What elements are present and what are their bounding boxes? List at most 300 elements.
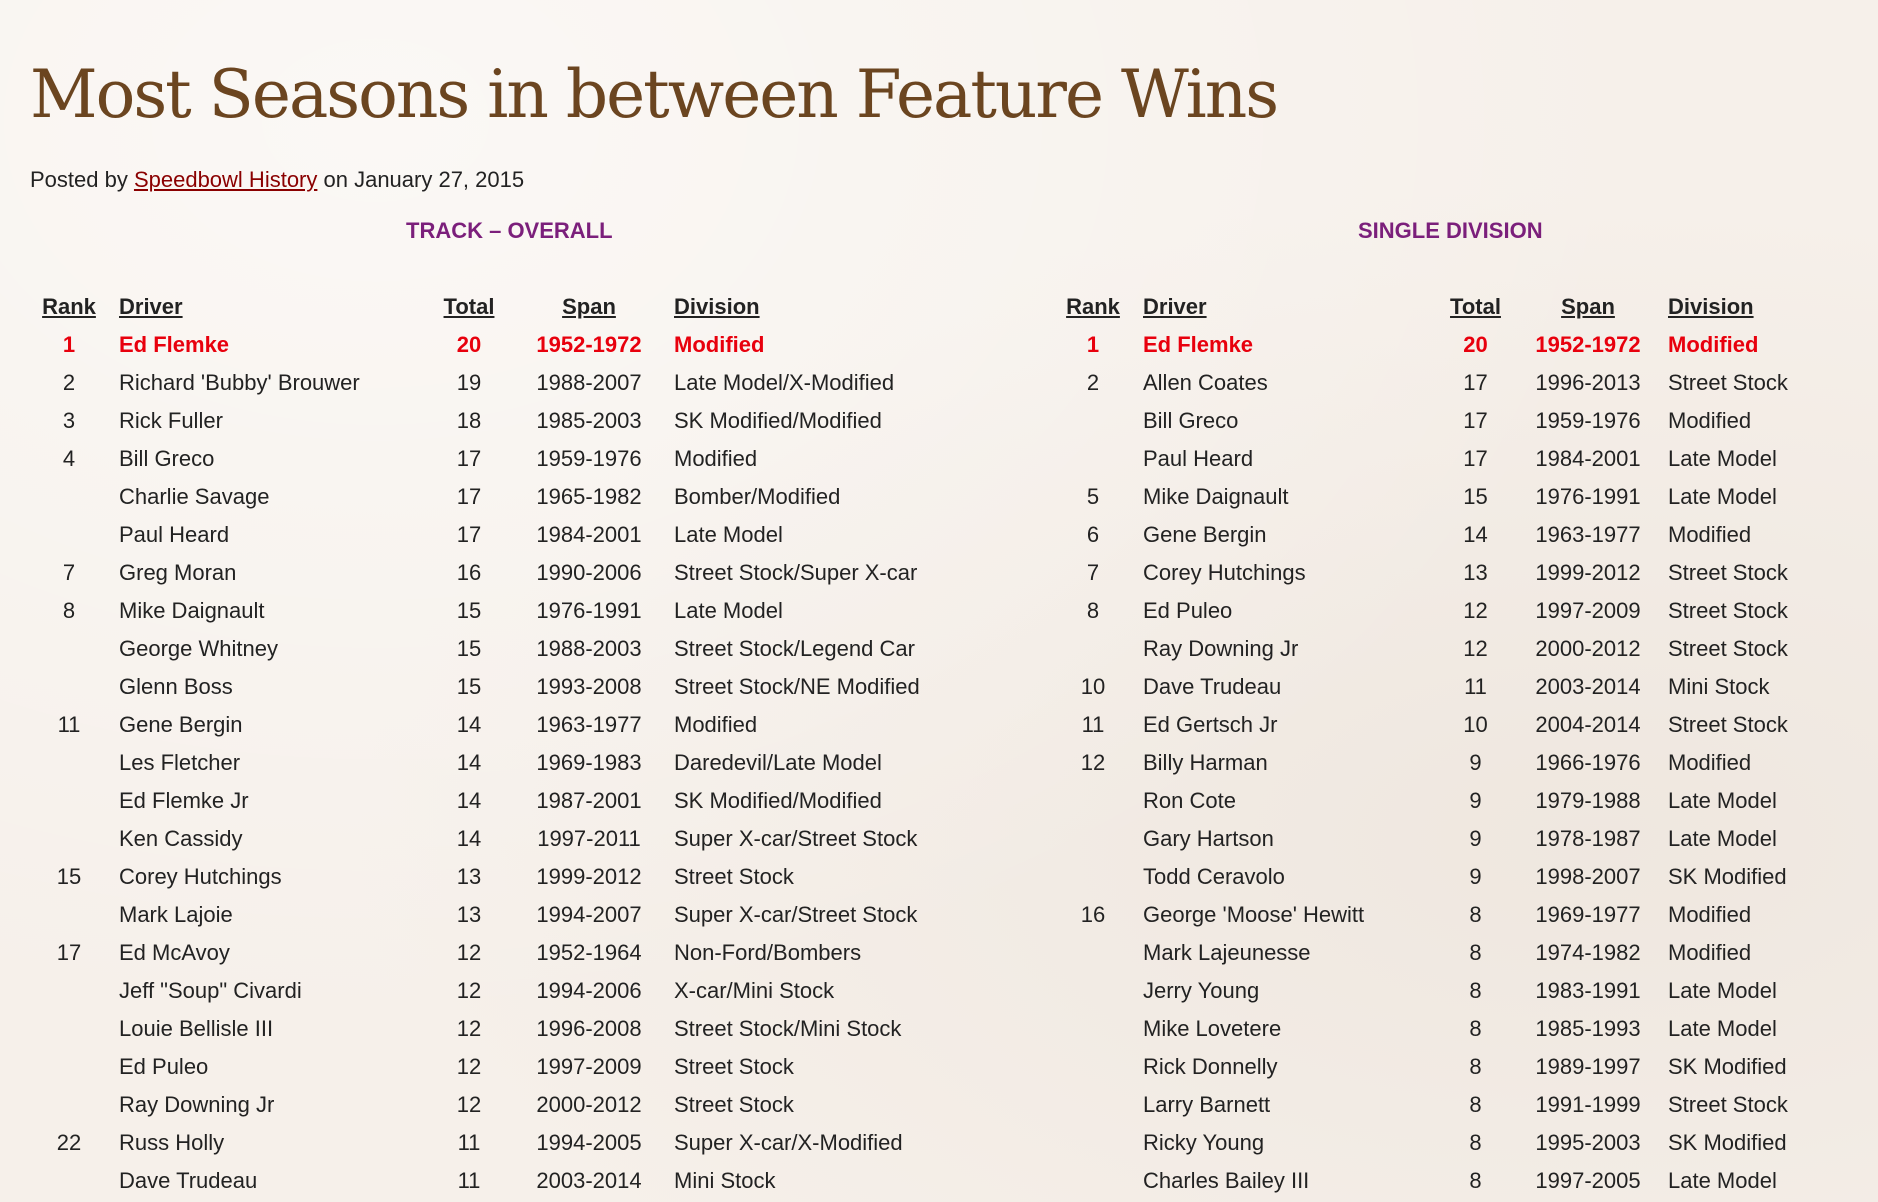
span-cell: 1996-2013 xyxy=(1535,370,1641,395)
division-cell: Street Stock/Mini Stock xyxy=(674,1016,902,1041)
total-cell: 12 xyxy=(456,1054,482,1079)
span-cell: 1959-1976 xyxy=(536,446,642,471)
spacer-cell xyxy=(104,630,119,668)
driver-cell: Ed Flemke xyxy=(1143,332,1254,357)
spacer-cell xyxy=(1128,782,1143,820)
rank-cell: 1 xyxy=(1086,332,1100,357)
rank-cell xyxy=(34,1048,104,1086)
rank-cell: 17 xyxy=(56,940,82,965)
total-cell: 17 xyxy=(456,522,482,547)
span-cell: 1993-2008 xyxy=(536,674,642,699)
table-row xyxy=(34,1124,974,1162)
division-cell: Street Stock xyxy=(674,1054,794,1079)
table-row xyxy=(1058,820,1858,858)
table-row xyxy=(1058,478,1858,516)
division-cell: Daredevil/Late Model xyxy=(674,750,882,775)
division-cell: Late Model xyxy=(674,522,783,547)
span-cell: 1952-1972 xyxy=(1535,332,1641,357)
rank-cell: 1 xyxy=(62,332,76,357)
spacer-cell xyxy=(1128,1010,1143,1048)
single-division-rows xyxy=(1058,326,1858,1200)
driver-cell: Bill Greco xyxy=(1143,408,1239,433)
total-cell: 15 xyxy=(456,674,482,699)
table-row xyxy=(1058,706,1858,744)
spacer-cell xyxy=(104,1086,119,1124)
header-spacer xyxy=(104,288,119,326)
total-cell: 8 xyxy=(1469,1130,1482,1155)
spacer-cell xyxy=(1128,1048,1143,1086)
driver-cell: Ed Flemke Jr xyxy=(119,788,249,813)
span-cell: 1952-1964 xyxy=(536,940,642,965)
total-cell: 9 xyxy=(1469,864,1482,889)
division-cell: Modified xyxy=(1668,750,1752,775)
spacer-cell xyxy=(1128,668,1143,706)
span-cell: 1997-2011 xyxy=(537,826,641,851)
driver-cell: Ron Cote xyxy=(1143,788,1236,813)
span-cell: 1976-1991 xyxy=(1535,484,1641,509)
total-cell: 13 xyxy=(1463,560,1488,585)
spacer-cell xyxy=(104,934,119,972)
division-cell: Street Stock/Super X-car xyxy=(674,560,918,585)
total-cell: 8 xyxy=(1469,1092,1482,1117)
driver-cell: Rick Fuller xyxy=(119,408,223,433)
total-cell: 9 xyxy=(1469,788,1482,813)
driver-cell: Corey Hutchings xyxy=(119,864,282,889)
total-cell: 17 xyxy=(1463,446,1488,471)
rank-cell xyxy=(1058,402,1128,440)
author-link[interactable]: Speedbowl History xyxy=(133,167,318,192)
spacer-cell xyxy=(1128,896,1143,934)
total-cell: 11 xyxy=(457,1168,481,1193)
total-cell: 8 xyxy=(1469,1168,1482,1193)
spacer-cell xyxy=(1128,934,1143,972)
division-cell: Late Model xyxy=(1668,446,1777,471)
rank-cell: 8 xyxy=(1086,598,1100,623)
spacer-cell xyxy=(1128,1162,1143,1200)
driver-cell: Ed Puleo xyxy=(119,1054,209,1079)
header-spacer xyxy=(1128,288,1143,326)
division-cell: Street Stock xyxy=(1668,712,1788,737)
spacer-cell xyxy=(104,402,119,440)
table-row xyxy=(1058,668,1858,706)
driver-cell: Ed Puleo xyxy=(1143,598,1233,623)
spacer-cell xyxy=(104,782,119,820)
total-cell: 12 xyxy=(1463,636,1488,661)
division-cell: Modified xyxy=(1668,940,1752,965)
driver-cell: Paul Heard xyxy=(1143,446,1254,471)
total-header: Total xyxy=(1450,294,1501,319)
division-cell: Late Model xyxy=(1668,484,1777,509)
rank-cell xyxy=(34,1010,104,1048)
rank-cell: 2 xyxy=(1086,370,1100,395)
driver-cell: Glenn Boss xyxy=(119,674,233,699)
total-cell: 8 xyxy=(1469,978,1482,1003)
total-cell: 12 xyxy=(456,1092,482,1117)
rank-cell: 5 xyxy=(1086,484,1100,509)
total-cell: 17 xyxy=(1463,370,1488,395)
driver-cell: Charlie Savage xyxy=(119,484,270,509)
span-cell: 1989-1997 xyxy=(1535,1054,1641,1079)
span-cell: 1987-2001 xyxy=(536,788,642,813)
span-cell: 2003-2014 xyxy=(1535,674,1641,699)
spacer-cell xyxy=(1128,858,1143,896)
division-cell: Modified xyxy=(674,446,758,471)
spacer-cell xyxy=(104,1048,119,1086)
total-cell: 17 xyxy=(456,446,482,471)
driver-cell: Gene Bergin xyxy=(119,712,243,737)
spacer-cell xyxy=(104,440,119,478)
table-row xyxy=(34,858,974,896)
span-cell: 1984-2001 xyxy=(1535,446,1641,471)
span-cell: 1979-1988 xyxy=(1535,788,1641,813)
span-cell: 1999-2012 xyxy=(536,864,642,889)
total-cell: 15 xyxy=(456,636,482,661)
division-cell: Street Stock xyxy=(1668,560,1788,585)
table-row xyxy=(34,782,974,820)
spacer-cell xyxy=(104,592,119,630)
division-cell: SK Modified/Modified xyxy=(674,408,882,433)
spacer-cell xyxy=(104,1010,119,1048)
span-cell: 1995-2003 xyxy=(1535,1130,1641,1155)
table-row xyxy=(34,516,974,554)
driver-cell: Dave Trudeau xyxy=(1143,674,1282,699)
total-cell: 16 xyxy=(456,560,482,585)
total-cell: 17 xyxy=(1463,408,1488,433)
spacer-cell xyxy=(1128,554,1143,592)
span-cell: 1959-1976 xyxy=(1535,408,1641,433)
span-cell: 1965-1982 xyxy=(536,484,642,509)
division-cell: Street Stock xyxy=(674,864,794,889)
byline-prefix: Posted by xyxy=(30,167,134,192)
table-row xyxy=(34,972,974,1010)
total-cell: 8 xyxy=(1469,1016,1482,1041)
span-cell: 2003-2014 xyxy=(536,1168,642,1193)
table-row xyxy=(1058,364,1858,402)
driver-cell: Gary Hartson xyxy=(1143,826,1274,851)
division-cell: Non-Ford/Bombers xyxy=(674,940,862,965)
driver-header: Driver xyxy=(119,294,183,319)
span-cell: 1990-2006 xyxy=(536,560,642,585)
spacer-cell xyxy=(1128,364,1143,402)
driver-cell: Ed McAvoy xyxy=(119,940,230,965)
spacer-cell xyxy=(1128,1124,1143,1162)
span-cell: 1997-2005 xyxy=(1535,1168,1641,1193)
span-cell: 1996-2008 xyxy=(536,1016,642,1041)
division-cell: Modified xyxy=(1668,408,1752,433)
table-row xyxy=(1058,440,1858,478)
spacer-cell xyxy=(1128,478,1143,516)
table-row xyxy=(1058,1010,1858,1048)
driver-cell: Paul Heard xyxy=(119,522,230,547)
rank-cell xyxy=(1058,440,1128,478)
rank-header: Rank xyxy=(42,294,96,319)
span-cell: 1997-2009 xyxy=(1535,598,1641,623)
total-cell: 8 xyxy=(1469,1054,1482,1079)
driver-cell: Russ Holly xyxy=(119,1130,225,1155)
table-row xyxy=(34,364,974,402)
division-cell: Late Model xyxy=(1668,978,1777,1003)
division-header: Division xyxy=(1668,294,1754,319)
driver-cell: Ed Flemke xyxy=(119,332,230,357)
division-cell: Street Stock/Legend Car xyxy=(674,636,915,661)
total-cell: 12 xyxy=(1463,598,1488,623)
division-cell: Street Stock xyxy=(1668,1092,1788,1117)
spacer-cell xyxy=(1128,630,1143,668)
driver-cell: Louie Bellisle III xyxy=(119,1016,274,1041)
division-cell: Modified xyxy=(1668,522,1752,547)
division-cell: SK Modified/Modified xyxy=(674,788,882,813)
division-cell: Late Model xyxy=(1668,788,1777,813)
spacer-cell xyxy=(104,1124,119,1162)
table-row xyxy=(34,1048,974,1086)
rank-cell: 22 xyxy=(56,1130,82,1155)
table-row xyxy=(34,326,974,364)
driver-cell: George 'Moose' Hewitt xyxy=(1143,902,1365,927)
division-cell: Street Stock xyxy=(1668,636,1788,661)
driver-cell: Dave Trudeau xyxy=(119,1168,258,1193)
table-row xyxy=(1058,1162,1858,1200)
spacer-cell xyxy=(104,478,119,516)
rank-cell xyxy=(34,744,104,782)
span-cell: 1991-1999 xyxy=(1535,1092,1641,1117)
table-row xyxy=(34,630,974,668)
spacer-cell xyxy=(1128,326,1143,364)
driver-cell: Billy Harman xyxy=(1143,750,1268,775)
span-cell: 1999-2012 xyxy=(1535,560,1641,585)
driver-cell: Les Fletcher xyxy=(119,750,241,775)
division-cell: Super X-car/Street Stock xyxy=(674,902,918,927)
table-row xyxy=(34,1010,974,1048)
driver-cell: Mike Lovetere xyxy=(1143,1016,1282,1041)
spacer-cell xyxy=(104,516,119,554)
byline xyxy=(30,167,524,193)
table-row xyxy=(34,478,974,516)
rank-cell xyxy=(1058,630,1128,668)
division-cell: Bomber/Modified xyxy=(674,484,841,509)
total-cell: 14 xyxy=(456,712,482,737)
table-row xyxy=(1058,630,1858,668)
driver-cell: Richard 'Bubby' Brouwer xyxy=(119,370,360,395)
rank-cell xyxy=(1058,1048,1128,1086)
table-row xyxy=(34,440,974,478)
rank-cell xyxy=(34,1162,104,1200)
table-row xyxy=(1058,972,1858,1010)
driver-cell: Greg Moran xyxy=(119,560,237,585)
division-header: Division xyxy=(674,294,760,319)
total-cell: 14 xyxy=(1463,522,1488,547)
division-cell: Late Model xyxy=(1668,1016,1777,1041)
division-cell: Street Stock xyxy=(1668,598,1788,623)
division-cell: Modified xyxy=(1668,332,1759,357)
driver-cell: Rick Donnelly xyxy=(1143,1054,1278,1079)
division-cell: Mini Stock xyxy=(674,1168,776,1193)
table-row xyxy=(1058,782,1858,820)
span-cell: 1985-1993 xyxy=(1535,1016,1641,1041)
table-row xyxy=(1058,402,1858,440)
track-overall-table xyxy=(34,288,974,1200)
rank-cell: 12 xyxy=(1080,750,1106,775)
rank-cell xyxy=(34,1086,104,1124)
table-row xyxy=(34,934,974,972)
rank-cell xyxy=(34,820,104,858)
span-cell: 1994-2005 xyxy=(536,1130,642,1155)
rank-cell: 15 xyxy=(56,864,82,889)
span-cell: 1998-2007 xyxy=(1535,864,1641,889)
total-cell: 15 xyxy=(456,598,482,623)
division-cell: Street Stock/NE Modified xyxy=(674,674,920,699)
rank-cell xyxy=(1058,972,1128,1010)
division-cell: Late Model xyxy=(1668,826,1777,851)
table-row xyxy=(34,592,974,630)
division-cell: Street Stock xyxy=(1668,370,1788,395)
spacer-cell xyxy=(104,668,119,706)
division-cell: Modified xyxy=(674,712,758,737)
table-row xyxy=(34,1162,974,1200)
span-cell: 1988-2007 xyxy=(536,370,642,395)
rank-cell xyxy=(1058,820,1128,858)
total-header: Total xyxy=(443,294,495,319)
division-cell: Late Model xyxy=(674,598,783,623)
page-title: Most Seasons in between Feature Wins xyxy=(30,56,1278,133)
rank-cell: 6 xyxy=(1086,522,1100,547)
rank-cell xyxy=(1058,1162,1128,1200)
rank-cell xyxy=(1058,858,1128,896)
total-cell: 12 xyxy=(456,978,482,1003)
division-cell: Modified xyxy=(674,332,765,357)
span-cell: 1952-1972 xyxy=(536,332,642,357)
span-cell: 2000-2012 xyxy=(1535,636,1641,661)
driver-cell: Corey Hutchings xyxy=(1143,560,1306,585)
span-cell: 2000-2012 xyxy=(536,1092,642,1117)
table-row xyxy=(34,896,974,934)
single-division-table xyxy=(1058,288,1858,1200)
span-cell: 1976-1991 xyxy=(536,598,642,623)
driver-cell: Todd Ceravolo xyxy=(1143,864,1285,889)
table-row xyxy=(1058,858,1858,896)
rank-cell xyxy=(34,896,104,934)
division-cell: SK Modified xyxy=(1668,1054,1787,1079)
rank-cell: 3 xyxy=(62,408,76,433)
rank-cell xyxy=(1058,1010,1128,1048)
division-cell: Street Stock xyxy=(674,1092,794,1117)
rank-header: Rank xyxy=(1066,294,1120,319)
total-cell: 14 xyxy=(456,788,482,813)
rank-cell xyxy=(34,516,104,554)
spacer-cell xyxy=(1128,972,1143,1010)
total-cell: 8 xyxy=(1469,902,1482,927)
driver-cell: Mike Daignault xyxy=(119,598,265,623)
rank-cell: 8 xyxy=(62,598,76,623)
total-cell: 17 xyxy=(456,484,482,509)
total-cell: 13 xyxy=(456,902,482,927)
division-cell: SK Modified xyxy=(1668,864,1787,889)
table-row xyxy=(34,820,974,858)
spacer-cell xyxy=(104,896,119,934)
spacer-cell xyxy=(104,858,119,896)
driver-cell: Ricky Young xyxy=(1143,1130,1265,1155)
total-cell: 14 xyxy=(456,826,482,851)
spacer-cell xyxy=(1128,744,1143,782)
driver-cell: Bill Greco xyxy=(119,446,215,471)
total-cell: 12 xyxy=(456,940,482,965)
table-row xyxy=(1058,1124,1858,1162)
section-heading-single-division: SINGLE DIVISION xyxy=(1358,218,1543,243)
table-header-row xyxy=(1058,288,1858,326)
driver-cell: Jerry Young xyxy=(1143,978,1260,1003)
driver-cell: Gene Bergin xyxy=(1143,522,1267,547)
span-cell: 1997-2009 xyxy=(536,1054,642,1079)
rank-cell xyxy=(34,478,104,516)
rank-cell: 7 xyxy=(62,560,76,585)
table-row xyxy=(1058,896,1858,934)
division-cell: Super X-car/X-Modified xyxy=(674,1130,903,1155)
total-cell: 18 xyxy=(456,408,482,433)
spacer-cell xyxy=(104,706,119,744)
table-row xyxy=(1058,1086,1858,1124)
table-row xyxy=(1058,326,1858,364)
table-header-row xyxy=(34,288,974,326)
span-cell: 2004-2014 xyxy=(1535,712,1641,737)
spacer-cell xyxy=(104,364,119,402)
spacer-cell xyxy=(1128,516,1143,554)
spacer-cell xyxy=(1128,592,1143,630)
rank-cell xyxy=(34,668,104,706)
spacer-cell xyxy=(1128,440,1143,478)
driver-cell: Ken Cassidy xyxy=(119,826,243,851)
rank-cell: 10 xyxy=(1080,674,1106,699)
driver-cell: George Whitney xyxy=(119,636,278,661)
spacer-cell xyxy=(1128,402,1143,440)
division-cell: Late Model/X-Modified xyxy=(674,370,895,395)
rank-cell: 4 xyxy=(62,446,76,471)
driver-cell: Charles Bailey III xyxy=(1143,1168,1310,1193)
span-cell: 1988-2003 xyxy=(536,636,642,661)
span-cell: 1966-1976 xyxy=(1535,750,1641,775)
spacer-cell xyxy=(104,820,119,858)
spacer-cell xyxy=(104,972,119,1010)
total-cell: 9 xyxy=(1469,750,1482,775)
span-cell: 1983-1991 xyxy=(1535,978,1641,1003)
spacer-cell xyxy=(1128,1086,1143,1124)
driver-header: Driver xyxy=(1143,294,1207,319)
table-row xyxy=(34,706,974,744)
table-row xyxy=(1058,592,1858,630)
table-row xyxy=(1058,516,1858,554)
span-cell: 1963-1977 xyxy=(1535,522,1641,547)
rank-cell xyxy=(34,630,104,668)
driver-cell: Jeff "Soup" Civardi xyxy=(119,978,302,1003)
section-heading-track-overall: TRACK – OVERALL xyxy=(406,218,613,243)
rank-cell xyxy=(34,782,104,820)
span-cell: 1994-2007 xyxy=(536,902,642,927)
byline-date: on January 27, 2015 xyxy=(317,167,525,192)
table-row xyxy=(34,1086,974,1124)
spacer-cell xyxy=(104,744,119,782)
rank-cell xyxy=(1058,1086,1128,1124)
total-cell: 9 xyxy=(1469,826,1482,851)
driver-cell: Allen Coates xyxy=(1143,370,1268,395)
total-cell: 13 xyxy=(456,864,482,889)
spacer-cell xyxy=(104,554,119,592)
rank-cell xyxy=(1058,782,1128,820)
rank-cell xyxy=(34,972,104,1010)
span-cell: 1963-1977 xyxy=(536,712,642,737)
track-overall-rows xyxy=(34,326,974,1200)
span-header: Span xyxy=(1561,294,1615,319)
span-cell: 1978-1987 xyxy=(1535,826,1641,851)
spacer-cell xyxy=(104,1162,119,1200)
table-row xyxy=(1058,934,1858,972)
